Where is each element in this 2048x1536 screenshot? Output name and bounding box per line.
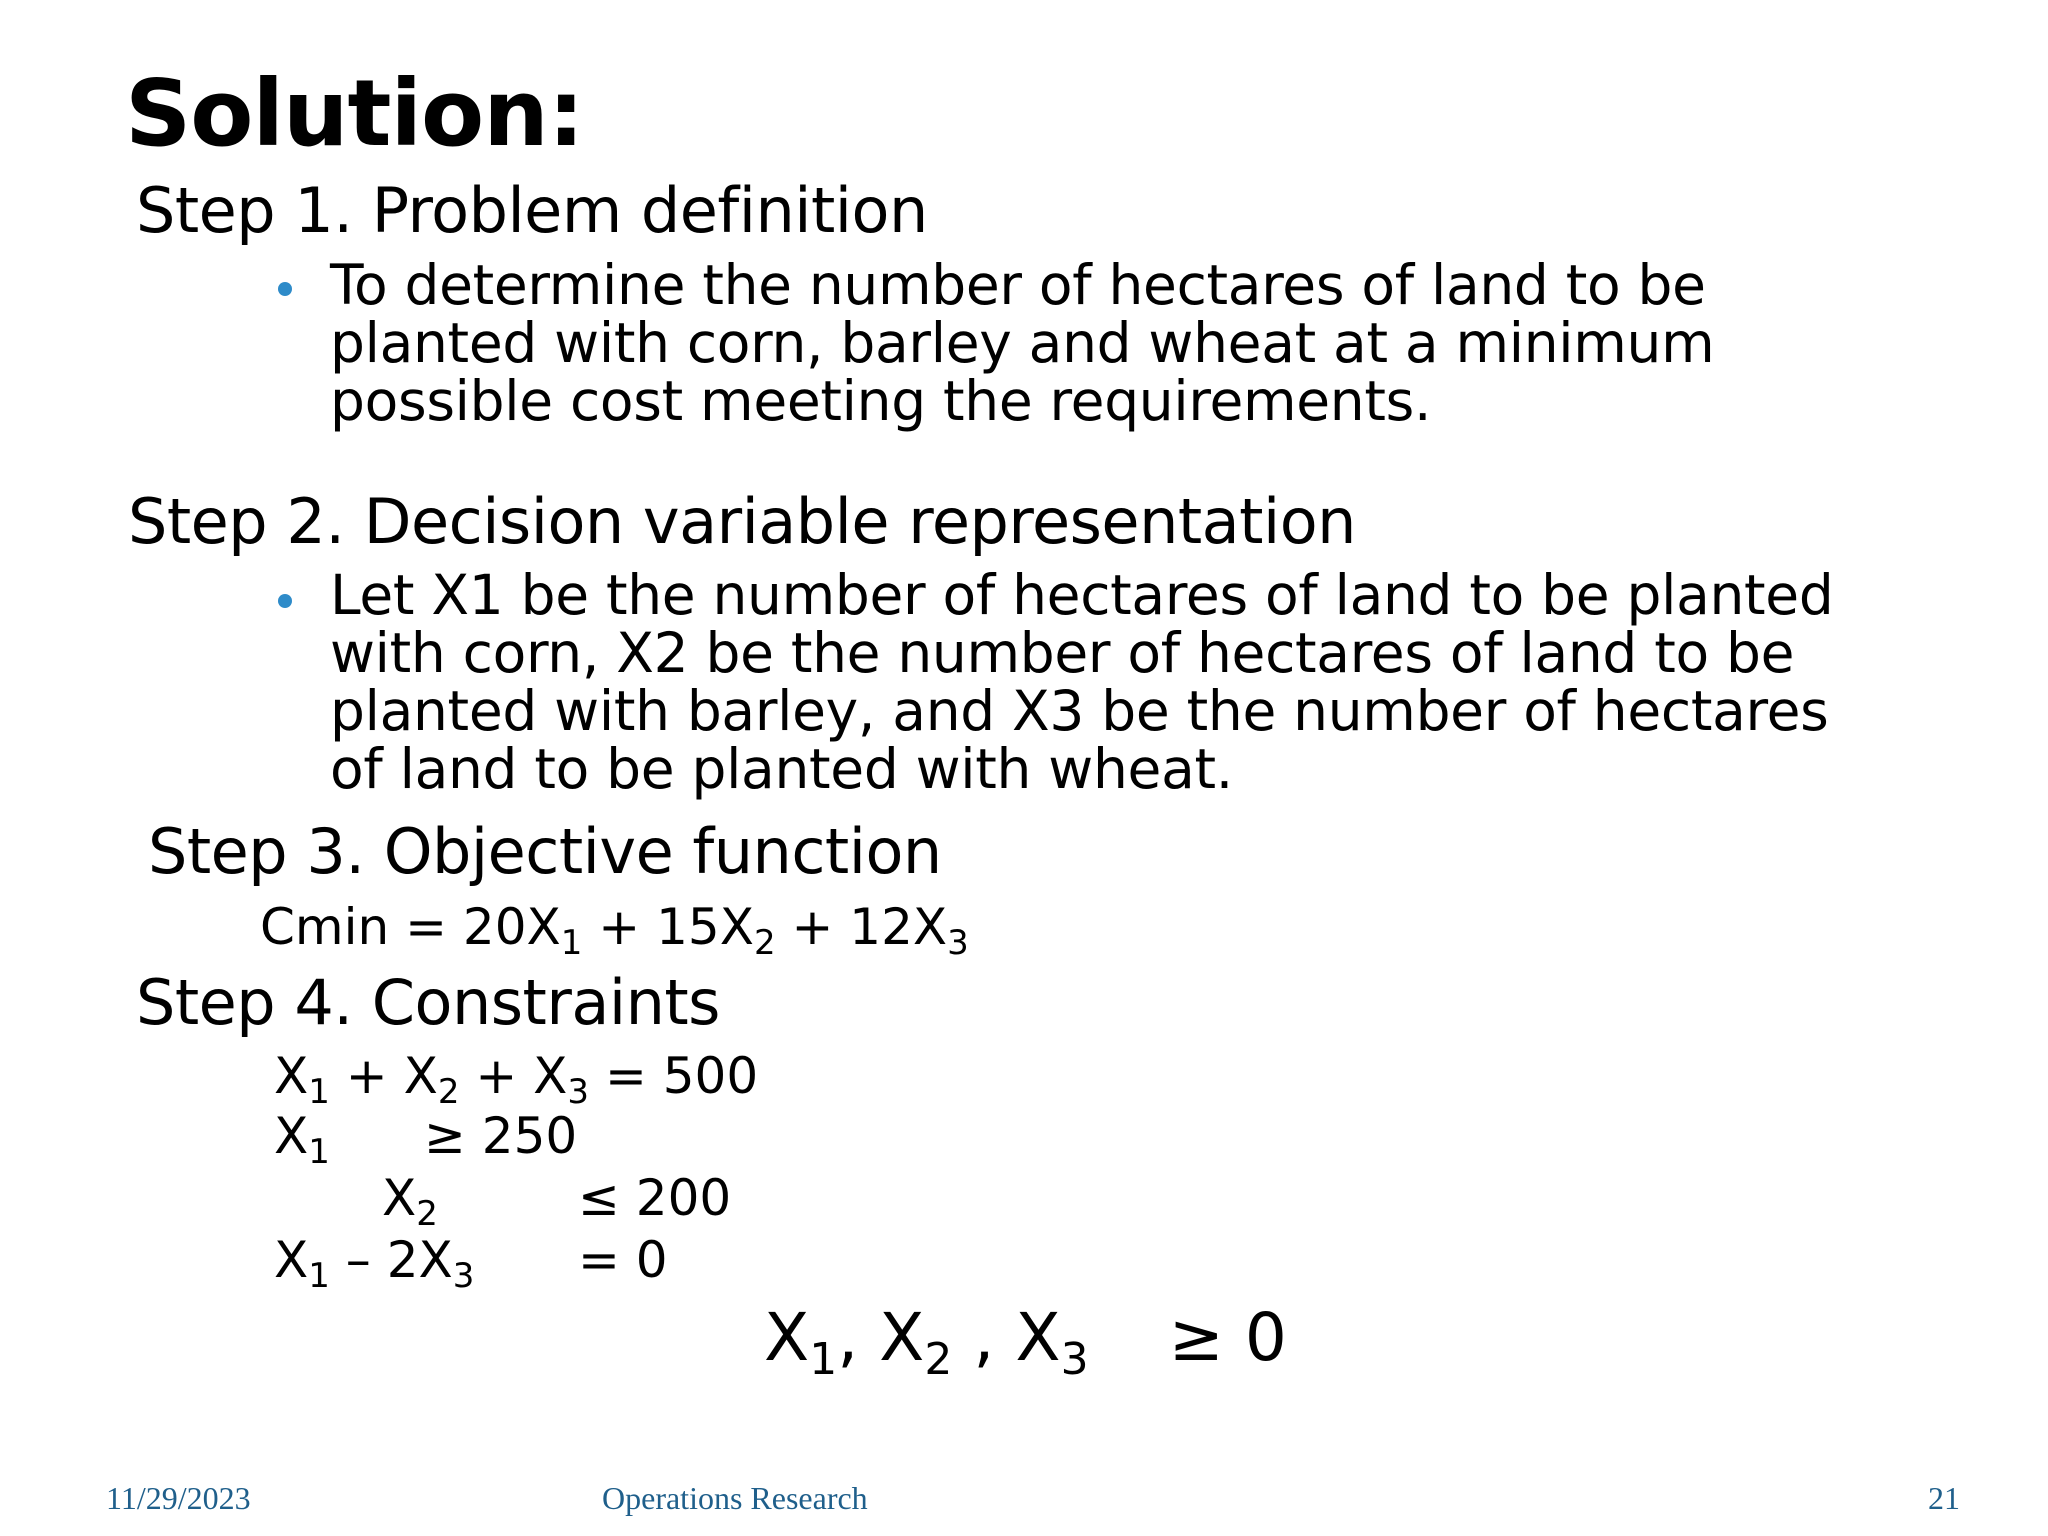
objective-function: $Cmin = 20X_1 + 15X_2 + 12X_3$: [260, 898, 969, 963]
footer-date: 11/29/2023: [106, 1480, 251, 1516]
slide-title: Solution:: [125, 60, 584, 167]
constraint-corn-rhs: ≥ 250: [424, 1107, 578, 1165]
step1-heading: Step 1. Problem definition: [136, 174, 928, 247]
step4-heading: Step 4. Constraints: [136, 966, 720, 1039]
step1-bullet: [330, 253, 1715, 433]
step2-bullet-line: with corn, X2 be the number of hectares of land to be: [330, 621, 1795, 685]
step2-bullet: [330, 563, 1834, 801]
page-number: 21: [1928, 1480, 1960, 1516]
step1-bullet-line: possible cost meeting the requirements.: [330, 369, 1432, 433]
step2-bullet-line: planted with barley, and X3 be the number of hectares: [330, 679, 1829, 743]
constraint-ratio-lhs: $X_1 - 2X_3$: [274, 1231, 475, 1296]
bullet-dot-icon: [278, 594, 292, 608]
constraint-ratio-rhs: = 0: [578, 1231, 668, 1289]
step2-bullet-line: Let X1 be the number of hectares of land to be planted: [330, 563, 1834, 627]
footer-title: Operations Research: [602, 1480, 868, 1516]
step2-bullet-line: of land to be planted with wheat.: [330, 737, 1233, 801]
bullet-dot-icon: [278, 282, 292, 296]
step1-bullet-line: To determine the number of hectares of land to be: [330, 253, 1706, 317]
constraint-total-land: $X_1 + X_2 + X_3 = 500$: [274, 1047, 759, 1112]
nonnegativity-constraint: $X_1$, $X_2$ , $X_3 \ge 0$: [764, 1299, 1287, 1385]
step2-heading: Step 2. Decision variable representation: [128, 485, 1356, 558]
constraint-barley-rhs: ≤ 200: [578, 1169, 732, 1227]
constraint-corn-lhs: $X_1$: [274, 1107, 330, 1172]
step3-heading: Step 3. Objective function: [148, 815, 942, 888]
constraint-barley-lhs: $X_2$: [382, 1169, 438, 1234]
step1-bullet-line: planted with corn, barley and wheat at a minimum: [330, 311, 1715, 375]
